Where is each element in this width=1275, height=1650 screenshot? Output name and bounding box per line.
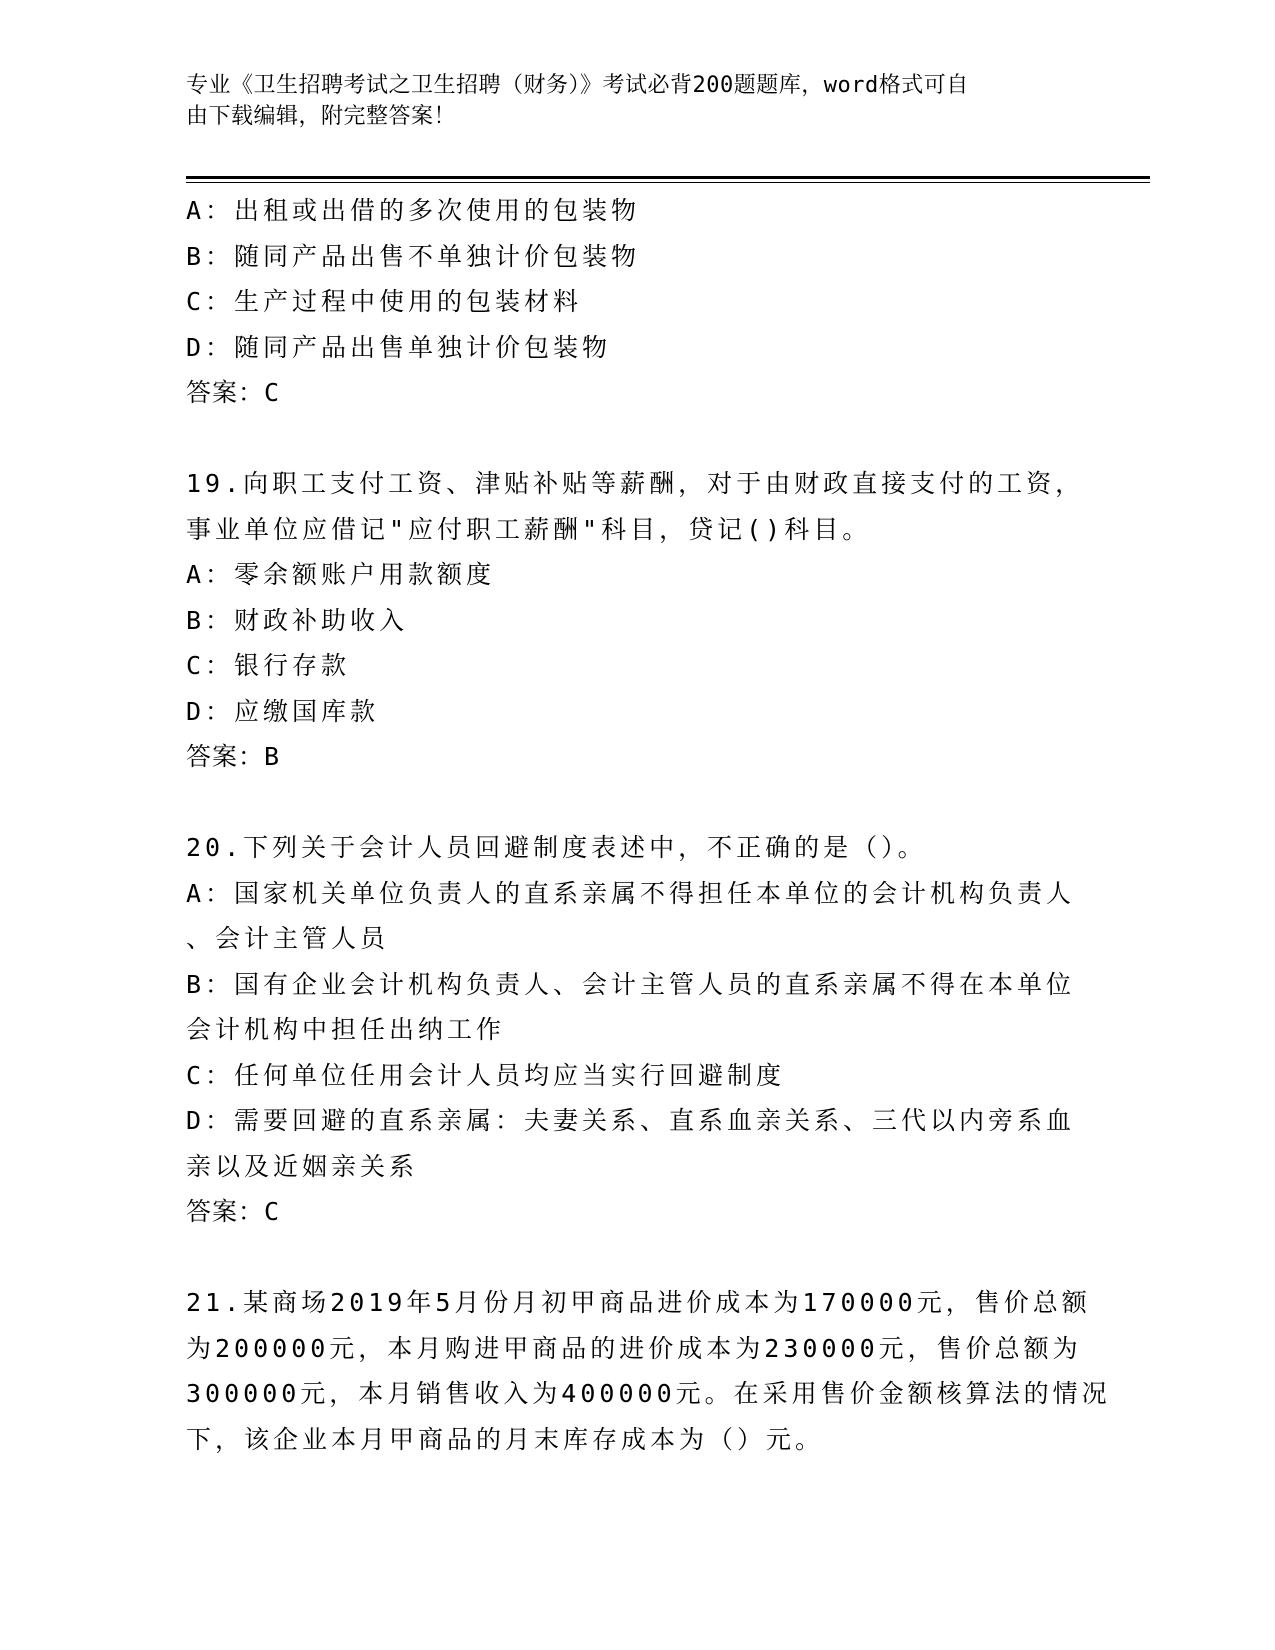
question-stem: 19.向职工支付工资、津贴补贴等薪酬，对于由财政直接支付的工资， — [186, 469, 1085, 498]
question-stem: 20.下列关于会计人员回避制度表述中，不正确的是（）。 — [186, 833, 927, 862]
spacer — [186, 1235, 1086, 1281]
option-c: C：银行存款 — [186, 651, 351, 680]
header-line-2: 由下载编辑，附完整答案！ — [186, 104, 457, 129]
question-list — [186, 188, 1111, 1462]
option-b: B：国有企业会计机构负责人、会计主管人员的直系亲属不得在本单位 — [186, 969, 1076, 999]
option-b: B：财政补助收入 — [186, 605, 409, 635]
question-20 — [186, 825, 1086, 1235]
header-divider-thin — [186, 182, 1150, 183]
question-stem: 下，该企业本月甲商品的月末库存成本为（）元。 — [186, 1424, 825, 1454]
question-stem: 300000元，本月销售收入为400000元。在采用售价金额核算法的情况 — [186, 1379, 1111, 1408]
question-stem: 为200000元，本月购进甲商品的进价成本为230000元，售价总额为 — [186, 1333, 1082, 1363]
option-d: D：需要回避的直系亲属：夫妻关系、直系血亲关系、三代以内旁系血 — [186, 1106, 1076, 1135]
option-c: C：任何单位任用会计人员均应当实行回避制度 — [186, 1060, 786, 1090]
option-a-continued: 、会计主管人员 — [186, 924, 390, 953]
option-a: A：出租或出借的多次使用的包装物 — [186, 196, 641, 225]
answer: 答案：B — [186, 742, 281, 771]
option-b-continued: 会计机构中担任出纳工作 — [186, 1015, 506, 1044]
spacer — [186, 416, 1086, 462]
option-d: D：随同产品出售单独计价包装物 — [186, 332, 612, 362]
question-stem: 事业单位应借记"应付职工薪酬"科目，贷记()科目。 — [186, 514, 872, 544]
answer: 答案：C — [186, 378, 281, 407]
answer: 答案：C — [186, 1197, 281, 1226]
question-stem: 21.某商场2019年5月份月初甲商品进价成本为170000元，售价总额 — [186, 1288, 1091, 1317]
option-a: A：零余额账户用款额度 — [186, 560, 496, 589]
option-b: B：随同产品出售不单独计价包装物 — [186, 241, 641, 271]
option-a: A：国家机关单位负责人的直系亲属不得担任本单位的会计机构负责人 — [186, 878, 1076, 908]
question-19 — [186, 461, 1086, 780]
option-d: D：应缴国库款 — [186, 696, 380, 726]
header-divider-thick — [186, 176, 1150, 179]
spacer — [186, 780, 1086, 826]
option-d-continued: 亲以及近姻亲关系 — [186, 1151, 419, 1181]
question-21 — [186, 1280, 1111, 1462]
option-c: C：生产过程中使用的包装材料 — [186, 287, 583, 316]
header-line-1: 专业《卫生招聘考试之卫生招聘（财务）》考试必背200题题库，word格式可自 — [186, 73, 969, 98]
question-18 — [186, 188, 1086, 416]
document-header — [186, 70, 1086, 132]
